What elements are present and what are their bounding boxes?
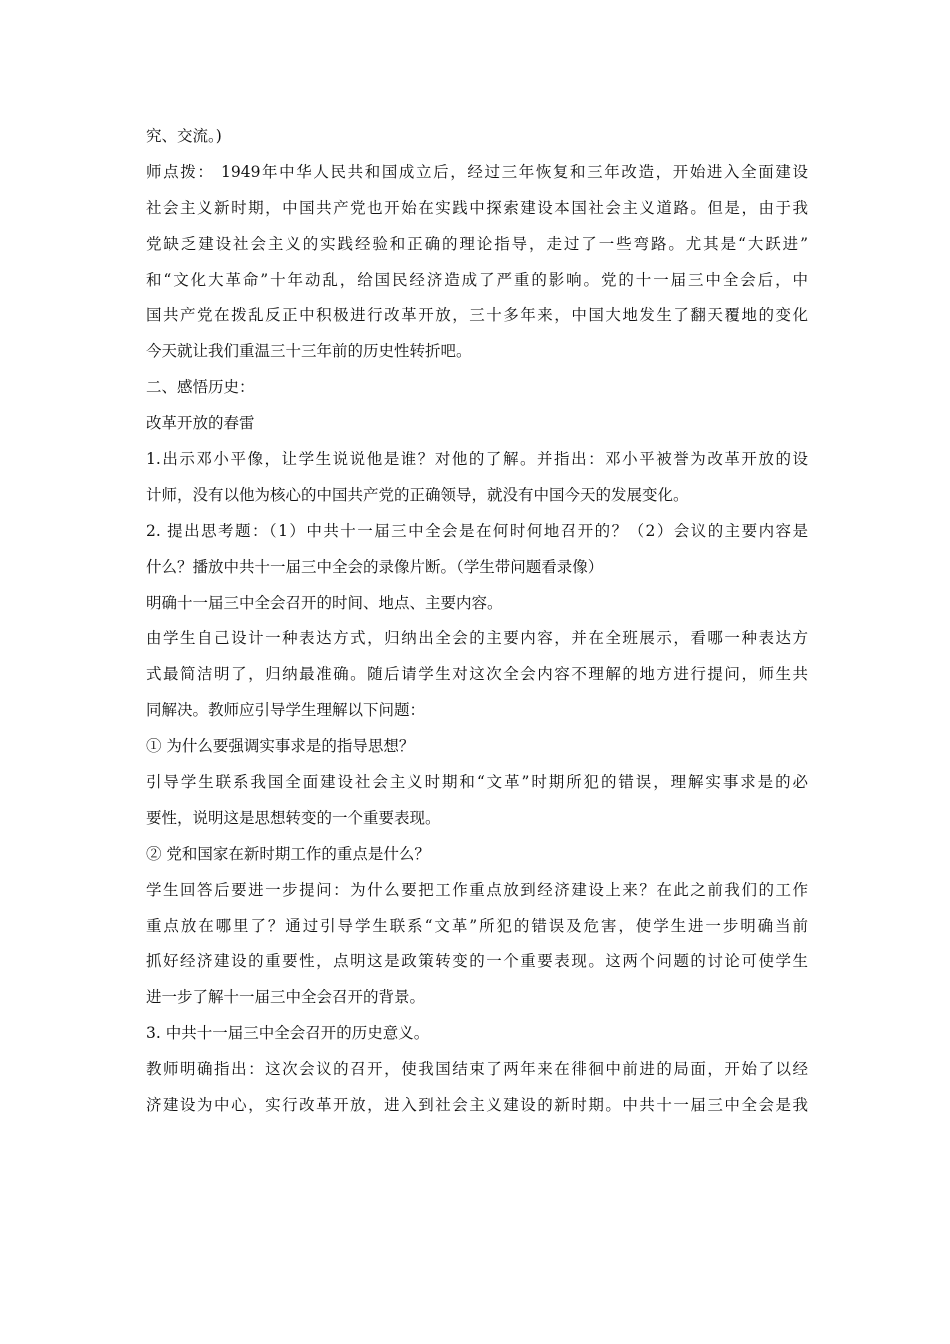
sub-heading: 改革开放的春雷 <box>146 414 255 433</box>
document-body <box>146 119 808 1124</box>
text-line: 由学生自己设计一种表达方式，归纳出全会的主要内容，并在全班展示，看哪一种表达方 <box>146 629 808 648</box>
section-heading: 二、感悟历史： <box>146 378 255 397</box>
text-line: 什么？播放中共十一届三中全会的录像片断。（学生带问题看录像） <box>146 557 604 576</box>
question-item: ① 为什么要强调实事求是的指导思想？ <box>146 737 415 756</box>
question-item: ② 党和国家在新时期工作的重点是什么？ <box>146 844 430 863</box>
text-line: 引导学生联系我国全面建设社会主义时期和“文革”时期所犯的错误，理解实事求是的必 <box>146 773 808 792</box>
text-line: 2. 提出思考题：（1）中共十一届三中全会是在何时何地召开的？（2）会议的主要内容是 <box>146 521 808 540</box>
text-line: 社会主义新时期，中国共产党也开始在实践中探索建设本国社会主义道路。但是，由于我 <box>146 198 808 217</box>
text-line: 师点拨： 1949年中华人民共和国成立后，经过三年恢复和三年改造，开始进入全面建设 <box>146 162 808 181</box>
text-line: 要性，说明这是思想转变的一个重要表现。 <box>146 808 441 827</box>
text-line: 式最简洁明了，归纳最准确。随后请学生对这次全会内容不理解的地方进行提问，师生共 <box>146 665 808 684</box>
text-line: 同解决。教师应引导学生理解以下问题： <box>146 701 426 720</box>
text-line: 济建设为中心，实行改革开放，进入到社会主义建设的新时期。中共十一届三中全会是我 <box>146 1096 808 1115</box>
text-line: 党缺乏建设社会主义的实践经验和正确的理论指导，走过了一些弯路。尤其是“大跃进” <box>146 234 808 253</box>
text-line: 明确十一届三中全会召开的时间、地点、主要内容。 <box>146 593 503 612</box>
text-line: 和“文化大革命”十年动乱，给国民经济造成了严重的影响。党的十一届三中全会后，中 <box>146 270 808 289</box>
text-line: 今天就让我们重温三十三年前的历史性转折吧。 <box>146 342 472 361</box>
text-line: 重点放在哪里了？通过引导学生联系“文革”所犯的错误及危害，使学生进一步明确当前 <box>146 916 808 935</box>
text-line: 进一步了解十一届三中全会召开的背景。 <box>146 988 426 1007</box>
text-line: 学生回答后要进一步提问：为什么要把工作重点放到经济建设上来？在此之前我们的工作 <box>146 880 808 899</box>
text-line: 教师明确指出：这次会议的召开，使我国结束了两年来在徘徊中前进的局面，开始了以经 <box>146 1060 808 1079</box>
text-line: 1.出示邓小平像，让学生说说他是谁？对他的了解。并指出：邓小平被誉为改革开放的设 <box>146 450 808 469</box>
text-line: 计师，没有以他为核心的中国共产党的正确领导，就没有中国今天的发展变化。 <box>146 485 689 504</box>
text-line: 抓好经济建设的重要性，点明这是政策转变的一个重要表现。这两个问题的讨论可使学生 <box>146 952 808 971</box>
text-line: 3. 中共十一届三中全会召开的历史意义。 <box>146 1024 430 1043</box>
text-line: 国共产党在拨乱反正中积极进行改革开放，三十多年来，中国大地发生了翻天覆地的变化 <box>146 306 808 325</box>
text-line: 究、交流。) <box>146 127 222 145</box>
